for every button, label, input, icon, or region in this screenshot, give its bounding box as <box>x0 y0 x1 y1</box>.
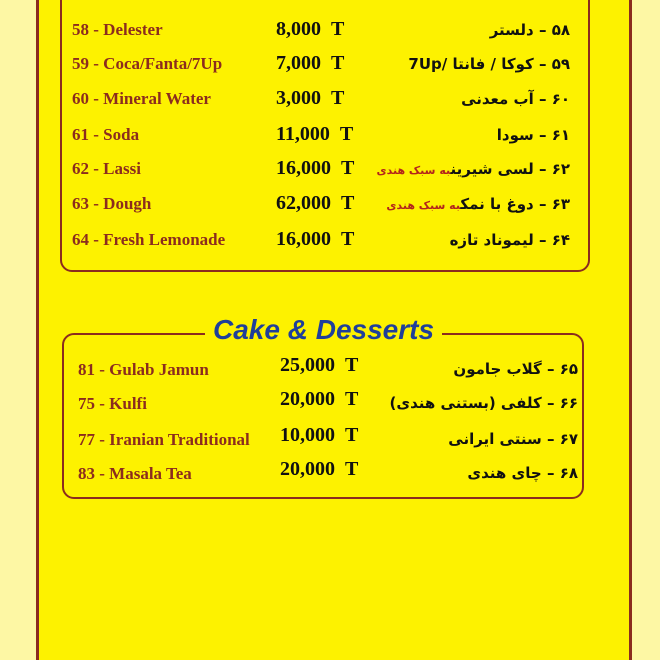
drink-item-price <box>276 192 354 215</box>
dessert-item-price <box>280 354 358 377</box>
drink-item-persian-name <box>450 231 570 249</box>
drink-item-price <box>276 228 354 251</box>
drink-price-value: 8,000 <box>276 18 321 40</box>
drink-item-price <box>276 18 344 41</box>
drink-price-value: 11,000 <box>276 123 330 145</box>
drink-item-persian-name <box>380 195 570 213</box>
drink-persian-label: ۶۳ – دوغ با نمک <box>460 195 570 213</box>
drink-item-persian-name <box>497 126 570 144</box>
dessert-item-persian-name: ۶۶ – کلفی (بستنی هندی) <box>389 394 578 412</box>
drink-item-name: 63 - Dough <box>72 194 152 213</box>
drink-persian-label: ۶۲ – لسی شیرین <box>450 160 570 178</box>
dessert-price-currency: T <box>345 424 359 446</box>
dessert-item-persian-name: ۶۸ – چای هندی <box>467 464 578 482</box>
drink-item-persian-name <box>371 160 570 178</box>
drink-persian-note: به سبک هندی <box>376 164 451 177</box>
drink-price-value: 7,000 <box>276 52 321 74</box>
dessert-item-price <box>280 424 358 447</box>
dessert-price-value: 20,000 <box>280 458 335 480</box>
drink-persian-label: ۵۸ – دلستر <box>489 21 570 39</box>
dessert-item-persian-name: ۶۷ – سنتی ایرانی <box>448 430 578 448</box>
drink-item-price <box>276 157 354 180</box>
dessert-item-name: 75 - Kulfi <box>78 394 147 413</box>
drink-persian-label: ۶۱ – سودا <box>496 126 570 144</box>
drink-price-currency: T <box>331 52 345 74</box>
dessert-price-value: 20,000 <box>280 388 335 410</box>
drink-item-price <box>276 123 353 146</box>
dessert-price-currency: T <box>345 354 359 376</box>
dessert-price-currency: T <box>345 458 359 480</box>
drink-price-currency: T <box>341 157 355 179</box>
drink-item-name: 60 - Mineral Water <box>72 89 211 108</box>
drink-persian-label: ۶۴ – لیموناد تازه <box>449 231 570 249</box>
drink-item-name: 59 - Coca/Fanta/7Up <box>72 54 223 73</box>
drink-persian-note: به سبک هندی <box>386 199 461 212</box>
drink-price-currency: T <box>341 228 355 250</box>
dessert-item-name: 77 - Iranian Traditional <box>78 430 250 449</box>
drink-price-currency: T <box>331 87 345 109</box>
dessert-item-price <box>280 388 358 411</box>
dessert-item-price <box>280 458 358 481</box>
drink-price-currency: T <box>331 18 345 40</box>
drink-item-price <box>276 52 344 75</box>
dessert-item-name: 81 - Gulab Jamun <box>78 360 209 379</box>
dessert-price-value: 10,000 <box>280 424 335 446</box>
dessert-item-persian-name: ۶۵ – گلاب جامون <box>453 360 578 378</box>
drink-item-name: 62 - Lassi <box>72 159 141 178</box>
drink-price-currency: T <box>339 123 354 145</box>
desserts-heading: Cake & Desserts <box>205 314 442 346</box>
drink-item-name: 64 - Fresh Lemonade <box>72 230 226 249</box>
drink-item-name: 61 - Soda <box>72 125 140 144</box>
drink-item-persian-name <box>408 55 570 73</box>
dessert-price-currency: T <box>345 388 359 410</box>
drink-price-currency: T <box>341 192 355 214</box>
drink-item-persian-name <box>461 90 570 108</box>
dessert-item-name: 83 - Masala Tea <box>78 464 192 483</box>
drink-persian-label: ۵۹ – کوکا / فانتا /7Up <box>408 55 570 73</box>
drink-price-value: 62,000 <box>276 192 331 214</box>
drink-price-value: 3,000 <box>276 87 321 109</box>
dessert-price-value: 25,000 <box>280 354 335 376</box>
drink-persian-label: ۶۰ – آب معدنی <box>461 90 570 108</box>
drink-price-value: 16,000 <box>276 157 331 179</box>
drink-item-name: 58 - Delester <box>72 20 163 39</box>
drink-item-price <box>276 87 344 110</box>
drink-item-persian-name <box>490 21 570 39</box>
drink-price-value: 16,000 <box>276 228 331 250</box>
